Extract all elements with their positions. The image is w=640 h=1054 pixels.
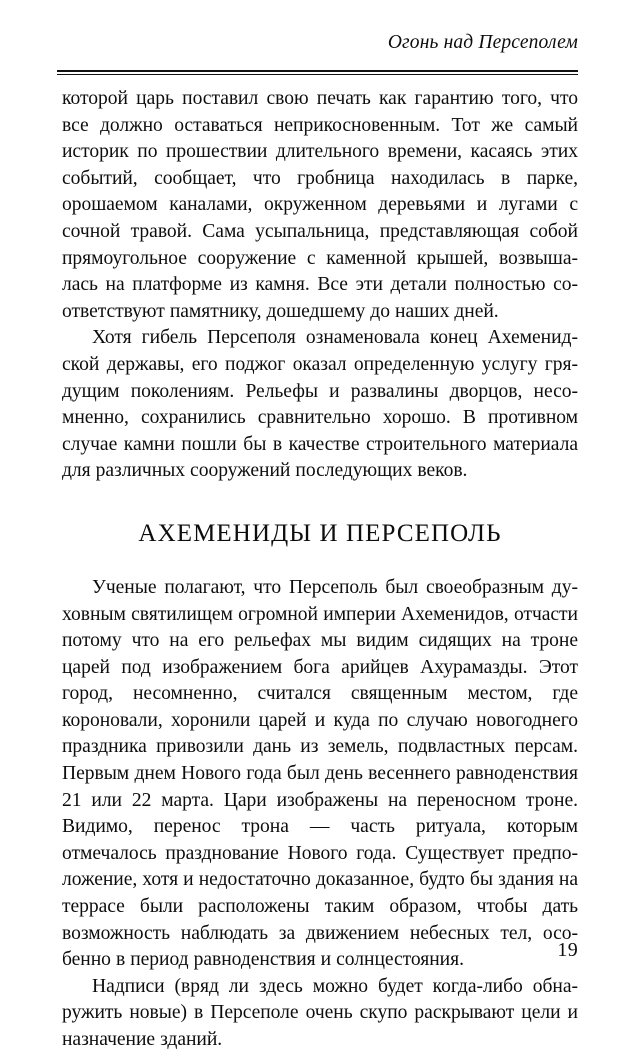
section-title: АХЕМЕНИДЫ И ПЕРСЕПОЛЬ — [138, 519, 502, 547]
spacer-above-section-title — [62, 485, 578, 519]
paragraph: Ученые полагают, что Персеполь был своеобразным духовным святилищем огромной империи Ахеменидов, отчасти потому что на его рельефах мы видим сидящих на троне царей под изображением бога арийцев Ахурамазды. Этот город, несомненно, считался священным местом, где короновали, хоронили царей и куда по случаю новогоднего праздника привозили дань из земель, подвластных персам. Первым днем Нового года был день весеннего равноденствия 21 или 22 марта. Цари изображены на переносном троне. Видимо, перенос трона — часть ритуала, которым отмечалось празднование Нового года. Существует предположение, хотя и недостаточно доказанное, будто бы здания на террасе были расположены таким образом, чтобы дать возможность наблюдать за движением небесных тел, особенно в период равноденствия и солнцестояния. — [62, 576, 578, 971]
running-head: Огонь над Персеполем — [387, 32, 578, 53]
header-divider-rule — [57, 70, 578, 75]
paragraph: которой царь поставил свою печать как гарантию того, что все должно оставаться неприкосновенным. Тот же самый историк по прошествии длительного времени, касаясь этих событий, сообщает, что гробница находилась в парке, орошаемом каналами, окруженном деревьями и лугами с сочной травой. Сама усыпальница, представляющая собой прямоугольное сооружение с каменной крышей, возвышалась на платформе из камня. Все эти детали полностью соответствуют памятнику, дошедшему до наших дней. — [62, 88, 578, 322]
body-text-block — [62, 86, 578, 1054]
header-rule-thick — [57, 70, 578, 72]
spacer-below-section-title — [62, 549, 578, 575]
header-rule-thin — [57, 74, 578, 75]
paragraph: Хотя гибель Персеполя ознаменовала конец Ахеменидской державы, его поджог оказал определенную услугу грядущим поколениям. Рельефы и развалины дворцов, несомненно, сохранились сравнительно хорошо. В противном случае камни пошли бы в качестве строительного материала для различных сооружений последующих веков. — [62, 327, 578, 482]
page-number: 19 — [557, 939, 578, 961]
paragraph: Надписи (вряд ли здесь можно будет когда-либо обнаружить новые) в Персеполе очень скупо раскрывают цели и назначение зданий. — [62, 975, 578, 1050]
